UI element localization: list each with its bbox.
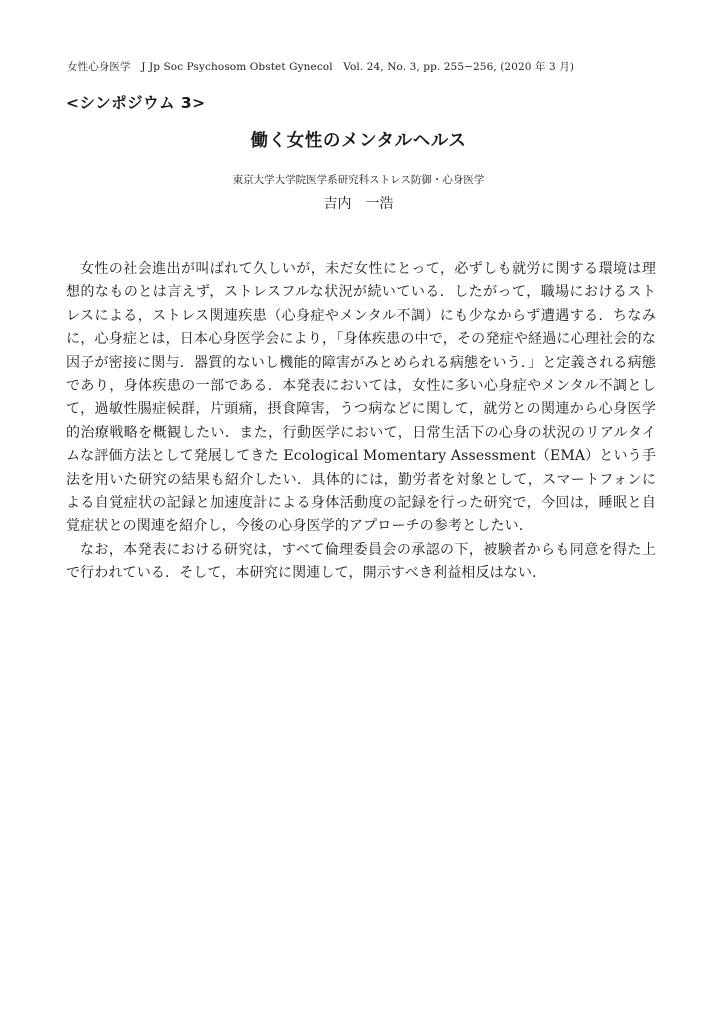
body-paragraph: 女性の社会進出が叫ばれて久しいが，未だ女性にとって，必ずしも就労に関する環境は理想的なものとは言えず，ストレスフルな状況が続いている．したがって，職場におけるストレスによる，ストレス関連疾患（心身症やメンタル不調）にも少なからず遭遇する．ちなみに，心身症とは，日本心身医学会により，「身体疾患の中で，その発症や経過に心理社会的な因子が密接に関与．器質的ないし機能的障害がみとめられる病態をいう．」と定義される病態であり，身体疾患の一部である．本発表においては，女性に多い心身症やメンタル不調として，過敏性腸症候群，片頭痛，摂食障害，うつ病などに関して，就労との関連から心身医学的治療戦略を概観したい．また，行動医学において，日常生活下の心身の状況のリアルタイムな評価方法として発展してきた Ecological Momentary Assessment（EMA）という手法を用いた研究の結果も紹介したい．具体的には，勤労者を対象として，スマートフォンによる自覚症状の記録と加速度計による身体活動度の記録を行った研究で，今回は，睡眠と自覚症状との関連を紹介し，今後の心身医学的アプローチの参考としたい． <box>66 261 656 535</box>
section-label: <シンポジウム 3> <box>66 94 206 112</box>
article-title: 働く女性のメンタルヘルス <box>250 131 467 151</box>
abstract-body <box>66 258 656 586</box>
journal-header: 女性心身医学 J Jp Soc Psychosom Obstet Gynecol Vol. 24, No. 3, pp. 255−256, (2020 年 3 月) <box>67 61 575 73</box>
author-name: 吉内 一浩 <box>323 196 394 212</box>
author-affiliation: 東京大学大学院医学系研究科ストレス防御・心身医学 <box>232 174 485 186</box>
body-paragraph: なお，本発表における研究は，すべて倫理委員会の承認の下，被験者からも同意を得た上で行われている．そして，本研究に関連して，開示すべき利益相反はない． <box>66 541 656 582</box>
